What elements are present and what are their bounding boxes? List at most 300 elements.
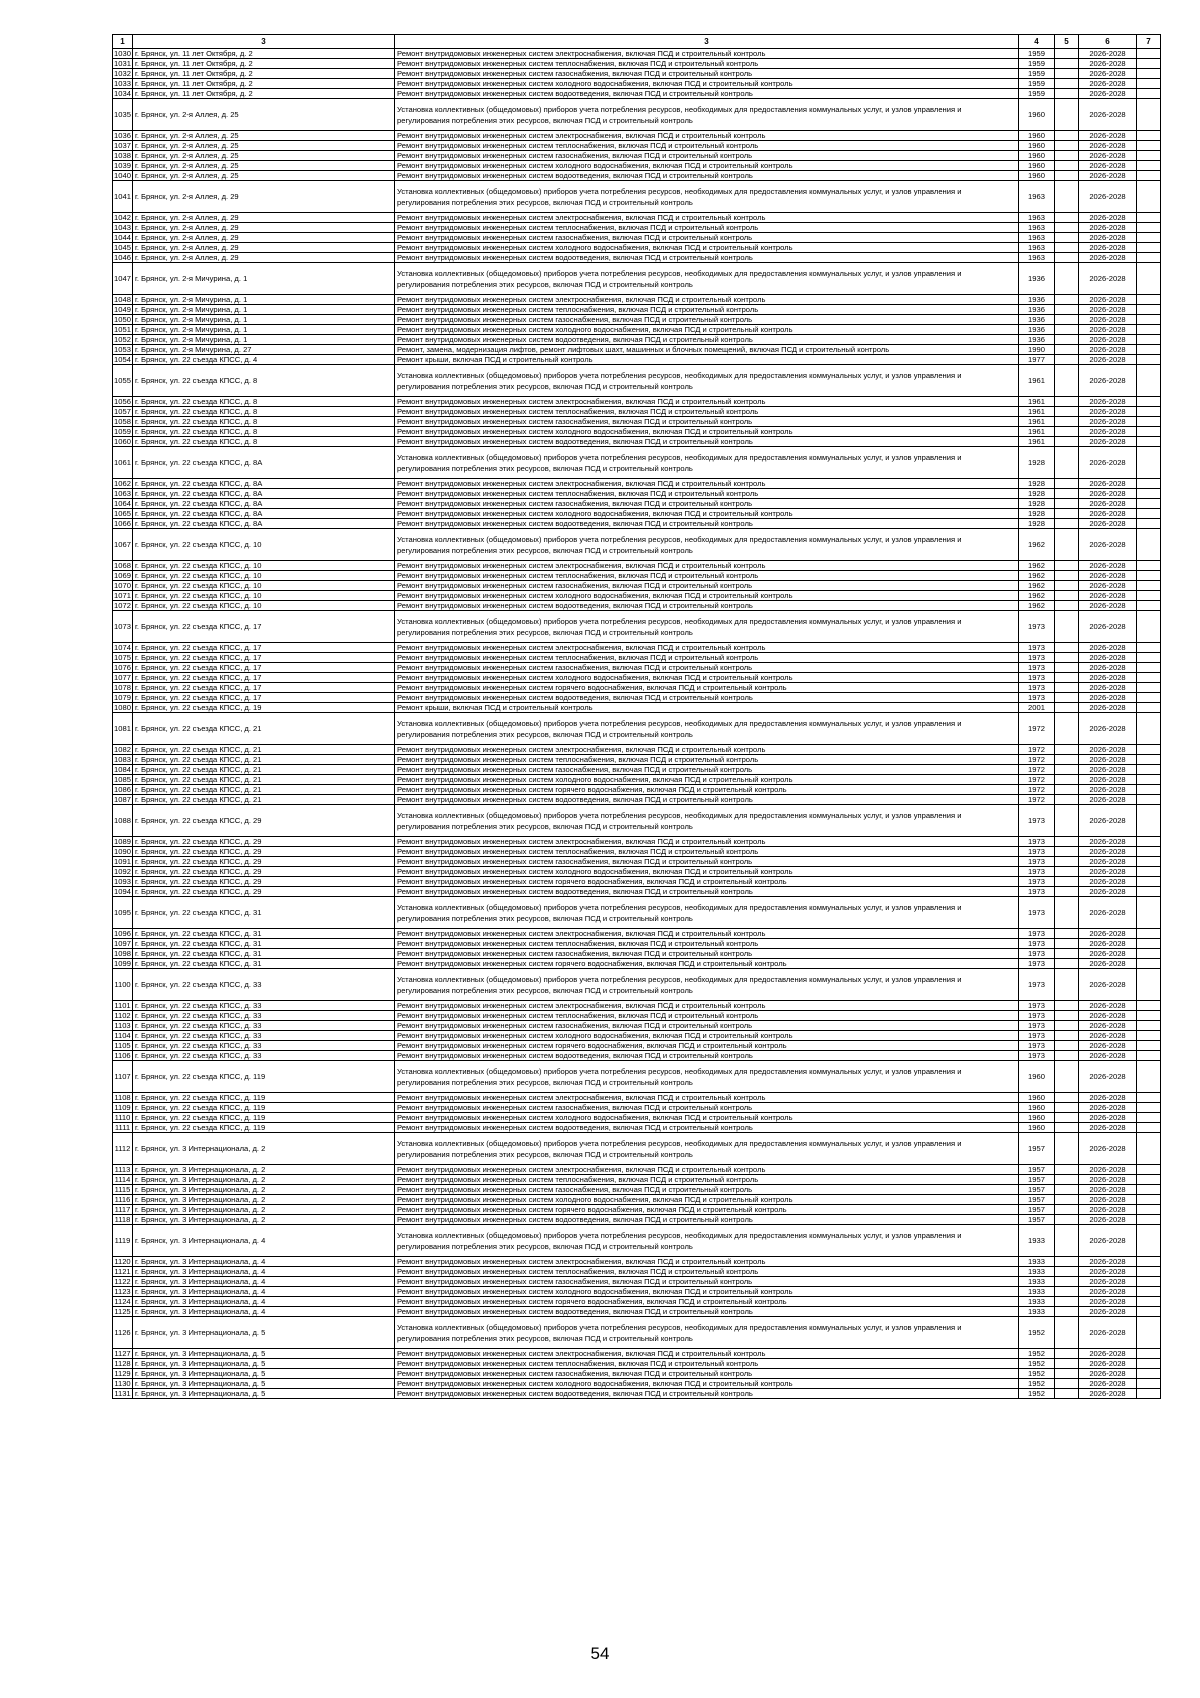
row-number: 1104	[114, 1031, 131, 1040]
table-row	[113, 315, 1161, 325]
row-period: 2026-2028	[1079, 643, 1137, 653]
table-row	[113, 171, 1161, 181]
row-number: 1082	[114, 745, 131, 754]
row-col5	[1055, 775, 1079, 785]
row-col5	[1055, 519, 1079, 529]
row-address: г. Брянск, ул. 22 съезда КПСС, д. 8А	[133, 509, 395, 519]
row-col5	[1055, 417, 1079, 427]
row-col7	[1137, 213, 1161, 223]
table-row	[113, 89, 1161, 99]
row-number: 1096	[114, 929, 131, 938]
row-number: 1085	[114, 775, 131, 784]
row-year: 1972	[1019, 795, 1055, 805]
row-number: 1126	[113, 1317, 133, 1349]
row-work: Ремонт внутридомовых инженерных систем электроснабжения, включая ПСД и строительный контроль	[395, 929, 1019, 939]
row-col5	[1055, 561, 1079, 571]
row-work: Ремонт внутридомовых инженерных систем теплоснабжения, включая ПСД и строительный контроль	[395, 653, 1019, 663]
row-address: г. Брянск, ул. 11 лет Октября, д. 2	[133, 59, 395, 69]
table-row	[113, 1123, 1161, 1133]
row-work: Установка коллективных (общедомовых) приборов учета потребления ресурсов, необходимых для предоставления коммунальных услуг, и узлов управления и регулирования потребления этих ресурсов, включая ПСД и строительный контроль	[395, 897, 1019, 929]
row-address: г. Брянск, ул. 22 съезда КПСС, д. 17	[133, 693, 395, 703]
row-work: Ремонт внутридомовых инженерных систем водоотведения, включая ПСД и строительный контроль	[395, 693, 1019, 703]
row-period: 2026-2028	[1079, 407, 1137, 417]
row-number: 1033	[114, 79, 131, 88]
row-address: г. Брянск, ул. 22 съезда КПСС, д. 8	[133, 437, 395, 447]
row-col7	[1137, 1051, 1161, 1061]
row-work: Ремонт внутридомовых инженерных систем газоснабжения, включая ПСД и строительный контроль	[395, 69, 1019, 79]
row-col7	[1137, 1195, 1161, 1205]
row-period: 2026-2028	[1079, 131, 1137, 141]
row-address: г. Брянск, ул. 11 лет Октября, д. 2	[133, 69, 395, 79]
row-col5	[1055, 1349, 1079, 1359]
row-address: г. Брянск, ул. 22 съезда КПСС, д. 33	[133, 1001, 395, 1011]
row-period: 2026-2028	[1079, 345, 1137, 355]
row-period: 2026-2028	[1079, 571, 1137, 581]
row-col5	[1055, 571, 1079, 581]
row-col7	[1137, 1307, 1161, 1317]
row-number: 1045	[114, 243, 131, 252]
row-col5	[1055, 171, 1079, 181]
row-year: 1936	[1019, 263, 1055, 295]
row-period: 2026-2028	[1079, 59, 1137, 69]
row-number: 1130	[114, 1379, 131, 1388]
row-number: 1124	[114, 1297, 131, 1306]
row-number: 1037	[114, 141, 131, 150]
row-address: г. Брянск, ул. 22 съезда КПСС, д. 21	[133, 745, 395, 755]
table-row	[113, 561, 1161, 571]
row-year: 1928	[1019, 489, 1055, 499]
row-year: 1936	[1019, 315, 1055, 325]
row-number: 1051	[114, 325, 131, 334]
row-col5	[1055, 1297, 1079, 1307]
row-year: 1960	[1019, 1103, 1055, 1113]
table-row	[113, 1041, 1161, 1051]
row-col5	[1055, 99, 1079, 131]
row-number: 1086	[114, 785, 131, 794]
row-col7	[1137, 243, 1161, 253]
table-row	[113, 49, 1161, 59]
header-cell: 5	[1055, 35, 1079, 49]
row-period: 2026-2028	[1079, 847, 1137, 857]
table-row	[113, 949, 1161, 959]
row-period: 2026-2028	[1079, 1185, 1137, 1195]
row-period: 2026-2028	[1079, 437, 1137, 447]
row-period: 2026-2028	[1079, 243, 1137, 253]
row-address: г. Брянск, ул. 11 лет Октября, д. 2	[133, 49, 395, 59]
table-row	[113, 847, 1161, 857]
row-address: г. Брянск, ул. 2-я Аллея, д. 29	[133, 253, 395, 263]
table-row	[113, 161, 1161, 171]
row-address: г. Брянск, ул. 22 съезда КПСС, д. 33	[133, 1041, 395, 1051]
row-number: 1095	[113, 897, 133, 929]
table-row	[113, 509, 1161, 519]
row-work: Ремонт внутридомовых инженерных систем водоотведения, включая ПСД и строительный контроль	[395, 887, 1019, 897]
row-period: 2026-2028	[1079, 397, 1137, 407]
row-work: Ремонт внутридомовых инженерных систем холодного водоснабжения, включая ПСД и строительный контроль	[395, 427, 1019, 437]
row-period: 2026-2028	[1079, 213, 1137, 223]
row-col7	[1137, 253, 1161, 263]
row-col7	[1137, 181, 1161, 213]
row-address: г. Брянск, ул. 22 съезда КПСС, д. 17	[133, 663, 395, 673]
row-year: 1960	[1019, 1113, 1055, 1123]
row-col5	[1055, 1061, 1079, 1093]
table-row	[113, 427, 1161, 437]
row-col7	[1137, 479, 1161, 489]
row-address: г. Брянск, ул. 3 Интернационала, д. 4	[133, 1297, 395, 1307]
row-address: г. Брянск, ул. 22 съезда КПСС, д. 29	[133, 837, 395, 847]
row-work: Установка коллективных (общедомовых) приборов учета потребления ресурсов, необходимых для предоставления коммунальных услуг, и узлов управления и регулирования потребления этих ресурсов, включая ПСД и строительный контроль	[395, 1317, 1019, 1349]
row-year: 1952	[1019, 1349, 1055, 1359]
row-number: 1084	[114, 765, 131, 774]
row-year: 1961	[1019, 417, 1055, 427]
row-number: 1076	[114, 663, 131, 672]
row-year: 1973	[1019, 1001, 1055, 1011]
row-year: 1952	[1019, 1369, 1055, 1379]
row-number: 1032	[114, 69, 131, 78]
row-number: 1075	[114, 653, 131, 662]
row-year: 1973	[1019, 939, 1055, 949]
row-col5	[1055, 1307, 1079, 1317]
row-col7	[1137, 233, 1161, 243]
row-col7	[1137, 69, 1161, 79]
row-col5	[1055, 335, 1079, 345]
row-col5	[1055, 887, 1079, 897]
row-address: г. Брянск, ул. 22 съезда КПСС, д. 8	[133, 365, 395, 397]
table-row	[113, 663, 1161, 673]
row-col5	[1055, 795, 1079, 805]
row-col5	[1055, 397, 1079, 407]
row-col5	[1055, 1123, 1079, 1133]
row-work: Ремонт внутридомовых инженерных систем водоотведения, включая ПСД и строительный контроль	[395, 1123, 1019, 1133]
row-period: 2026-2028	[1079, 305, 1137, 315]
row-work: Ремонт внутридомовых инженерных систем теплоснабжения, включая ПСД и строительный контроль	[395, 141, 1019, 151]
row-address: г. Брянск, ул. 22 съезда КПСС, д. 4	[133, 355, 395, 365]
row-address: г. Брянск, ул. 3 Интернационала, д. 5	[133, 1389, 395, 1399]
row-address: г. Брянск, ул. 2-я Мичурина, д. 1	[133, 295, 395, 305]
row-col5	[1055, 1041, 1079, 1051]
table-row	[113, 795, 1161, 805]
row-period: 2026-2028	[1079, 1011, 1137, 1021]
row-address: г. Брянск, ул. 22 съезда КПСС, д. 10	[133, 601, 395, 611]
row-year: 1973	[1019, 867, 1055, 877]
row-address: г. Брянск, ул. 22 съезда КПСС, д. 119	[133, 1103, 395, 1113]
row-col7	[1137, 693, 1161, 703]
row-col7	[1137, 1359, 1161, 1369]
row-period: 2026-2028	[1079, 1133, 1137, 1165]
row-number: 1072	[114, 601, 131, 610]
row-year: 1960	[1019, 1061, 1055, 1093]
row-year: 1963	[1019, 233, 1055, 243]
row-year: 1973	[1019, 959, 1055, 969]
row-number: 1066	[114, 519, 131, 528]
row-col7	[1137, 703, 1161, 713]
row-number: 1040	[114, 171, 131, 180]
row-number: 1100	[113, 969, 133, 1001]
row-work: Ремонт внутридомовых инженерных систем теплоснабжения, включая ПСД и строительный контроль	[395, 847, 1019, 857]
table-row	[113, 1031, 1161, 1041]
row-number: 1119	[113, 1225, 133, 1257]
row-col7	[1137, 1205, 1161, 1215]
row-period: 2026-2028	[1079, 591, 1137, 601]
row-period: 2026-2028	[1079, 561, 1137, 571]
row-col5	[1055, 1113, 1079, 1123]
row-address: г. Брянск, ул. 22 съезда КПСС, д. 17	[133, 643, 395, 653]
row-col5	[1055, 69, 1079, 79]
row-address: г. Брянск, ул. 22 съезда КПСС, д. 119	[133, 1061, 395, 1093]
row-year: 1957	[1019, 1175, 1055, 1185]
row-work: Ремонт внутридомовых инженерных систем водоотведения, включая ПСД и строительный контроль	[395, 437, 1019, 447]
row-number: 1109	[114, 1103, 131, 1112]
table-row	[113, 969, 1161, 1001]
row-col7	[1137, 161, 1161, 171]
row-col7	[1137, 529, 1161, 561]
row-address: г. Брянск, ул. 2-я Мичурина, д. 1	[133, 263, 395, 295]
table-row	[113, 181, 1161, 213]
row-work: Ремонт внутридомовых инженерных систем теплоснабжения, включая ПСД и строительный контроль	[395, 223, 1019, 233]
row-col7	[1137, 1103, 1161, 1113]
row-work: Ремонт внутридомовых инженерных систем холодного водоснабжения, включая ПСД и строительный контроль	[395, 1379, 1019, 1389]
row-address: г. Брянск, ул. 22 съезда КПСС, д. 31	[133, 897, 395, 929]
row-year: 1973	[1019, 643, 1055, 653]
row-work: Ремонт внутридомовых инженерных систем электроснабжения, включая ПСД и строительный контроль	[395, 295, 1019, 305]
row-address: г. Брянск, ул. 22 съезда КПСС, д. 33	[133, 1031, 395, 1041]
row-year: 1973	[1019, 969, 1055, 1001]
table-row	[113, 1257, 1161, 1267]
row-year: 1959	[1019, 59, 1055, 69]
row-year: 1973	[1019, 1031, 1055, 1041]
row-col5	[1055, 427, 1079, 437]
row-period: 2026-2028	[1079, 79, 1137, 89]
row-period: 2026-2028	[1079, 949, 1137, 959]
row-number: 1118	[113, 1215, 133, 1225]
table-row	[113, 223, 1161, 233]
row-work: Ремонт внутридомовых инженерных систем горячего водоснабжения, включая ПСД и строительный контроль	[395, 683, 1019, 693]
header-cell: 3	[133, 35, 395, 49]
table-row	[113, 673, 1161, 683]
row-col7	[1137, 131, 1161, 141]
row-address: г. Брянск, ул. 2-я Мичурина, д. 1	[133, 335, 395, 345]
row-period: 2026-2028	[1079, 939, 1137, 949]
row-year: 1957	[1019, 1133, 1055, 1165]
row-col5	[1055, 959, 1079, 969]
row-col7	[1137, 489, 1161, 499]
row-work: Ремонт внутридомовых инженерных систем холодного водоснабжения, включая ПСД и строительный контроль	[395, 161, 1019, 171]
row-period: 2026-2028	[1079, 253, 1137, 263]
row-year: 1973	[1019, 673, 1055, 683]
table-row	[113, 703, 1161, 713]
row-work: Ремонт внутридомовых инженерных систем теплоснабжения, включая ПСД и строительный контроль	[395, 571, 1019, 581]
table-row	[113, 325, 1161, 335]
row-number: 1107	[113, 1061, 133, 1093]
table-row	[113, 1205, 1161, 1215]
row-address: г. Брянск, ул. 22 съезда КПСС, д. 29	[133, 877, 395, 887]
row-period: 2026-2028	[1079, 479, 1137, 489]
row-period: 2026-2028	[1079, 1051, 1137, 1061]
row-number: 1089	[114, 837, 131, 846]
row-year: 1972	[1019, 755, 1055, 765]
row-number: 1122	[114, 1277, 131, 1286]
row-col5	[1055, 1369, 1079, 1379]
row-number: 1088	[113, 805, 133, 837]
table-row	[113, 755, 1161, 765]
row-year: 1973	[1019, 1051, 1055, 1061]
row-year: 1928	[1019, 447, 1055, 479]
row-year: 1973	[1019, 877, 1055, 887]
row-col5	[1055, 581, 1079, 591]
row-number: 1059	[114, 427, 131, 436]
row-col5	[1055, 295, 1079, 305]
row-period: 2026-2028	[1079, 1379, 1137, 1389]
row-col5	[1055, 847, 1079, 857]
row-col5	[1055, 499, 1079, 509]
row-col7	[1137, 79, 1161, 89]
row-col5	[1055, 765, 1079, 775]
row-address: г. Брянск, ул. 3 Интернационала, д. 4	[133, 1257, 395, 1267]
row-work: Ремонт внутридомовых инженерных систем теплоснабжения, включая ПСД и строительный контроль	[395, 1011, 1019, 1021]
row-col5	[1055, 591, 1079, 601]
row-address: г. Брянск, ул. 3 Интернационала, д. 2	[133, 1133, 395, 1165]
row-col7	[1137, 1267, 1161, 1277]
table-row	[113, 499, 1161, 509]
row-col7	[1137, 345, 1161, 355]
row-work: Ремонт внутридомовых инженерных систем теплоснабжения, включая ПСД и строительный контроль	[395, 59, 1019, 69]
row-col5	[1055, 663, 1079, 673]
row-work: Ремонт внутридомовых инженерных систем электроснабжения, включая ПСД и строительный контроль	[395, 837, 1019, 847]
row-work: Установка коллективных (общедомовых) приборов учета потребления ресурсов, необходимых для предоставления коммунальных услуг, и узлов управления и регулирования потребления этих ресурсов, включая ПСД и строительный контроль	[395, 181, 1019, 213]
row-address: г. Брянск, ул. 22 съезда КПСС, д. 8А	[133, 519, 395, 529]
row-year: 1977	[1019, 355, 1055, 365]
table-row	[113, 479, 1161, 489]
row-year: 1973	[1019, 611, 1055, 643]
row-col5	[1055, 1175, 1079, 1185]
row-col7	[1137, 561, 1161, 571]
table-row	[113, 959, 1161, 969]
row-work: Ремонт внутридомовых инженерных систем газоснабжения, включая ПСД и строительный контроль	[395, 857, 1019, 867]
row-number: 1108	[114, 1093, 131, 1102]
row-number: 1055	[113, 365, 133, 397]
row-col7	[1137, 315, 1161, 325]
row-col7	[1137, 1175, 1161, 1185]
row-col5	[1055, 529, 1079, 561]
row-address: г. Брянск, ул. 22 съезда КПСС, д. 29	[133, 867, 395, 877]
row-period: 2026-2028	[1079, 1225, 1137, 1257]
row-col5	[1055, 601, 1079, 611]
row-col5	[1055, 345, 1079, 355]
row-col7	[1137, 1031, 1161, 1041]
row-number: 1030	[114, 49, 131, 58]
row-work: Ремонт внутридомовых инженерных систем газоснабжения, включая ПСД и строительный контроль	[395, 765, 1019, 775]
row-address: г. Брянск, ул. 2-я Мичурина, д. 1	[133, 315, 395, 325]
row-work: Ремонт внутридомовых инженерных систем теплоснабжения, включая ПСД и строительный контроль	[395, 1175, 1019, 1185]
row-col7	[1137, 1021, 1161, 1031]
row-address: г. Брянск, ул. 2-я Аллея, д. 29	[133, 243, 395, 253]
row-address: г. Брянск, ул. 22 съезда КПСС, д. 33	[133, 1021, 395, 1031]
row-period: 2026-2028	[1079, 1267, 1137, 1277]
row-work: Ремонт внутридомовых инженерных систем теплоснабжения, включая ПСД и строительный контроль	[395, 755, 1019, 765]
table-row	[113, 1011, 1161, 1021]
row-number: 1064	[114, 499, 131, 508]
row-year: 1928	[1019, 479, 1055, 489]
row-address: г. Брянск, ул. 3 Интернационала, д. 2	[133, 1165, 395, 1175]
row-year: 2001	[1019, 703, 1055, 713]
row-period: 2026-2028	[1079, 181, 1137, 213]
row-period: 2026-2028	[1079, 929, 1137, 939]
row-work: Ремонт крыши, включая ПСД и строительный контроль	[395, 703, 1019, 713]
row-period: 2026-2028	[1079, 69, 1137, 79]
row-work: Ремонт внутридомовых инженерных систем электроснабжения, включая ПСД и строительный контроль	[395, 1001, 1019, 1011]
row-year: 1973	[1019, 1041, 1055, 1051]
row-address: г. Брянск, ул. 22 съезда КПСС, д. 8А	[133, 447, 395, 479]
row-work: Ремонт внутридомовых инженерных систем газоснабжения, включая ПСД и строительный контроль	[395, 499, 1019, 509]
row-number: 1091	[114, 857, 131, 866]
row-address: г. Брянск, ул. 22 съезда КПСС, д. 17	[133, 653, 395, 663]
table-row	[113, 1225, 1161, 1257]
row-col5	[1055, 1011, 1079, 1021]
row-work: Установка коллективных (общедомовых) приборов учета потребления ресурсов, необходимых для предоставления коммунальных услуг, и узлов управления и регулирования потребления этих ресурсов, включая ПСД и строительный контроль	[395, 611, 1019, 643]
row-work: Установка коллективных (общедомовых) приборов учета потребления ресурсов, необходимых для предоставления коммунальных услуг, и узлов управления и регулирования потребления этих ресурсов, включая ПСД и строительный контроль	[395, 1061, 1019, 1093]
table-row	[113, 1349, 1161, 1359]
row-year: 1933	[1019, 1297, 1055, 1307]
row-number: 1120	[114, 1257, 131, 1266]
row-address: г. Брянск, ул. 3 Интернационала, д. 2	[133, 1195, 395, 1205]
row-work: Ремонт внутридомовых инженерных систем горячего водоснабжения, включая ПСД и строительный контроль	[395, 959, 1019, 969]
row-year: 1957	[1019, 1165, 1055, 1175]
row-col7	[1137, 499, 1161, 509]
table-row	[113, 1359, 1161, 1369]
row-address: г. Брянск, ул. 22 съезда КПСС, д. 10	[133, 561, 395, 571]
row-work: Установка коллективных (общедомовых) приборов учета потребления ресурсов, необходимых для предоставления коммунальных услуг, и узлов управления и регулирования потребления этих ресурсов, включая ПСД и строительный контроль	[395, 447, 1019, 479]
row-address: г. Брянск, ул. 22 съезда КПСС, д. 29	[133, 857, 395, 867]
row-year: 1959	[1019, 69, 1055, 79]
row-col5	[1055, 1257, 1079, 1267]
row-period: 2026-2028	[1079, 1287, 1137, 1297]
row-year: 1973	[1019, 847, 1055, 857]
header-cell: 3	[395, 35, 1019, 49]
row-year: 1972	[1019, 713, 1055, 745]
row-col5	[1055, 837, 1079, 847]
row-number: 1127	[114, 1349, 131, 1358]
row-col5	[1055, 805, 1079, 837]
row-address: г. Брянск, ул. 3 Интернационала, д. 5	[133, 1359, 395, 1369]
row-address: г. Брянск, ул. 22 съезда КПСС, д. 10	[133, 591, 395, 601]
row-col7	[1137, 1061, 1161, 1093]
row-address: г. Брянск, ул. 22 съезда КПСС, д. 29	[133, 887, 395, 897]
row-col7	[1137, 1011, 1161, 1021]
table-row	[113, 591, 1161, 601]
page-number: 54	[590, 1644, 610, 1663]
row-col7	[1137, 1215, 1161, 1225]
row-address: г. Брянск, ул. 11 лет Октября, д. 2	[133, 79, 395, 89]
row-col7	[1137, 1277, 1161, 1287]
row-year: 1960	[1019, 141, 1055, 151]
row-col5	[1055, 1031, 1079, 1041]
row-period: 2026-2028	[1079, 1359, 1137, 1369]
table-header-row	[113, 35, 1161, 49]
row-number: 1129	[114, 1369, 131, 1378]
row-work: Ремонт внутридомовых инженерных систем газоснабжения, включая ПСД и строительный контроль	[395, 233, 1019, 243]
row-col5	[1055, 263, 1079, 295]
row-work: Ремонт внутридомовых инженерных систем холодного водоснабжения, включая ПСД и строительный контроль	[395, 673, 1019, 683]
row-work: Ремонт внутридомовых инженерных систем холодного водоснабжения, включая ПСД и строительный контроль	[395, 1113, 1019, 1123]
row-address: г. Брянск, ул. 2-я Мичурина, д. 1	[133, 325, 395, 335]
row-period: 2026-2028	[1079, 581, 1137, 591]
table-row	[113, 243, 1161, 253]
row-col7	[1137, 305, 1161, 315]
row-col5	[1055, 785, 1079, 795]
row-col5	[1055, 1001, 1079, 1011]
row-period: 2026-2028	[1079, 745, 1137, 755]
table-row	[113, 1317, 1161, 1349]
